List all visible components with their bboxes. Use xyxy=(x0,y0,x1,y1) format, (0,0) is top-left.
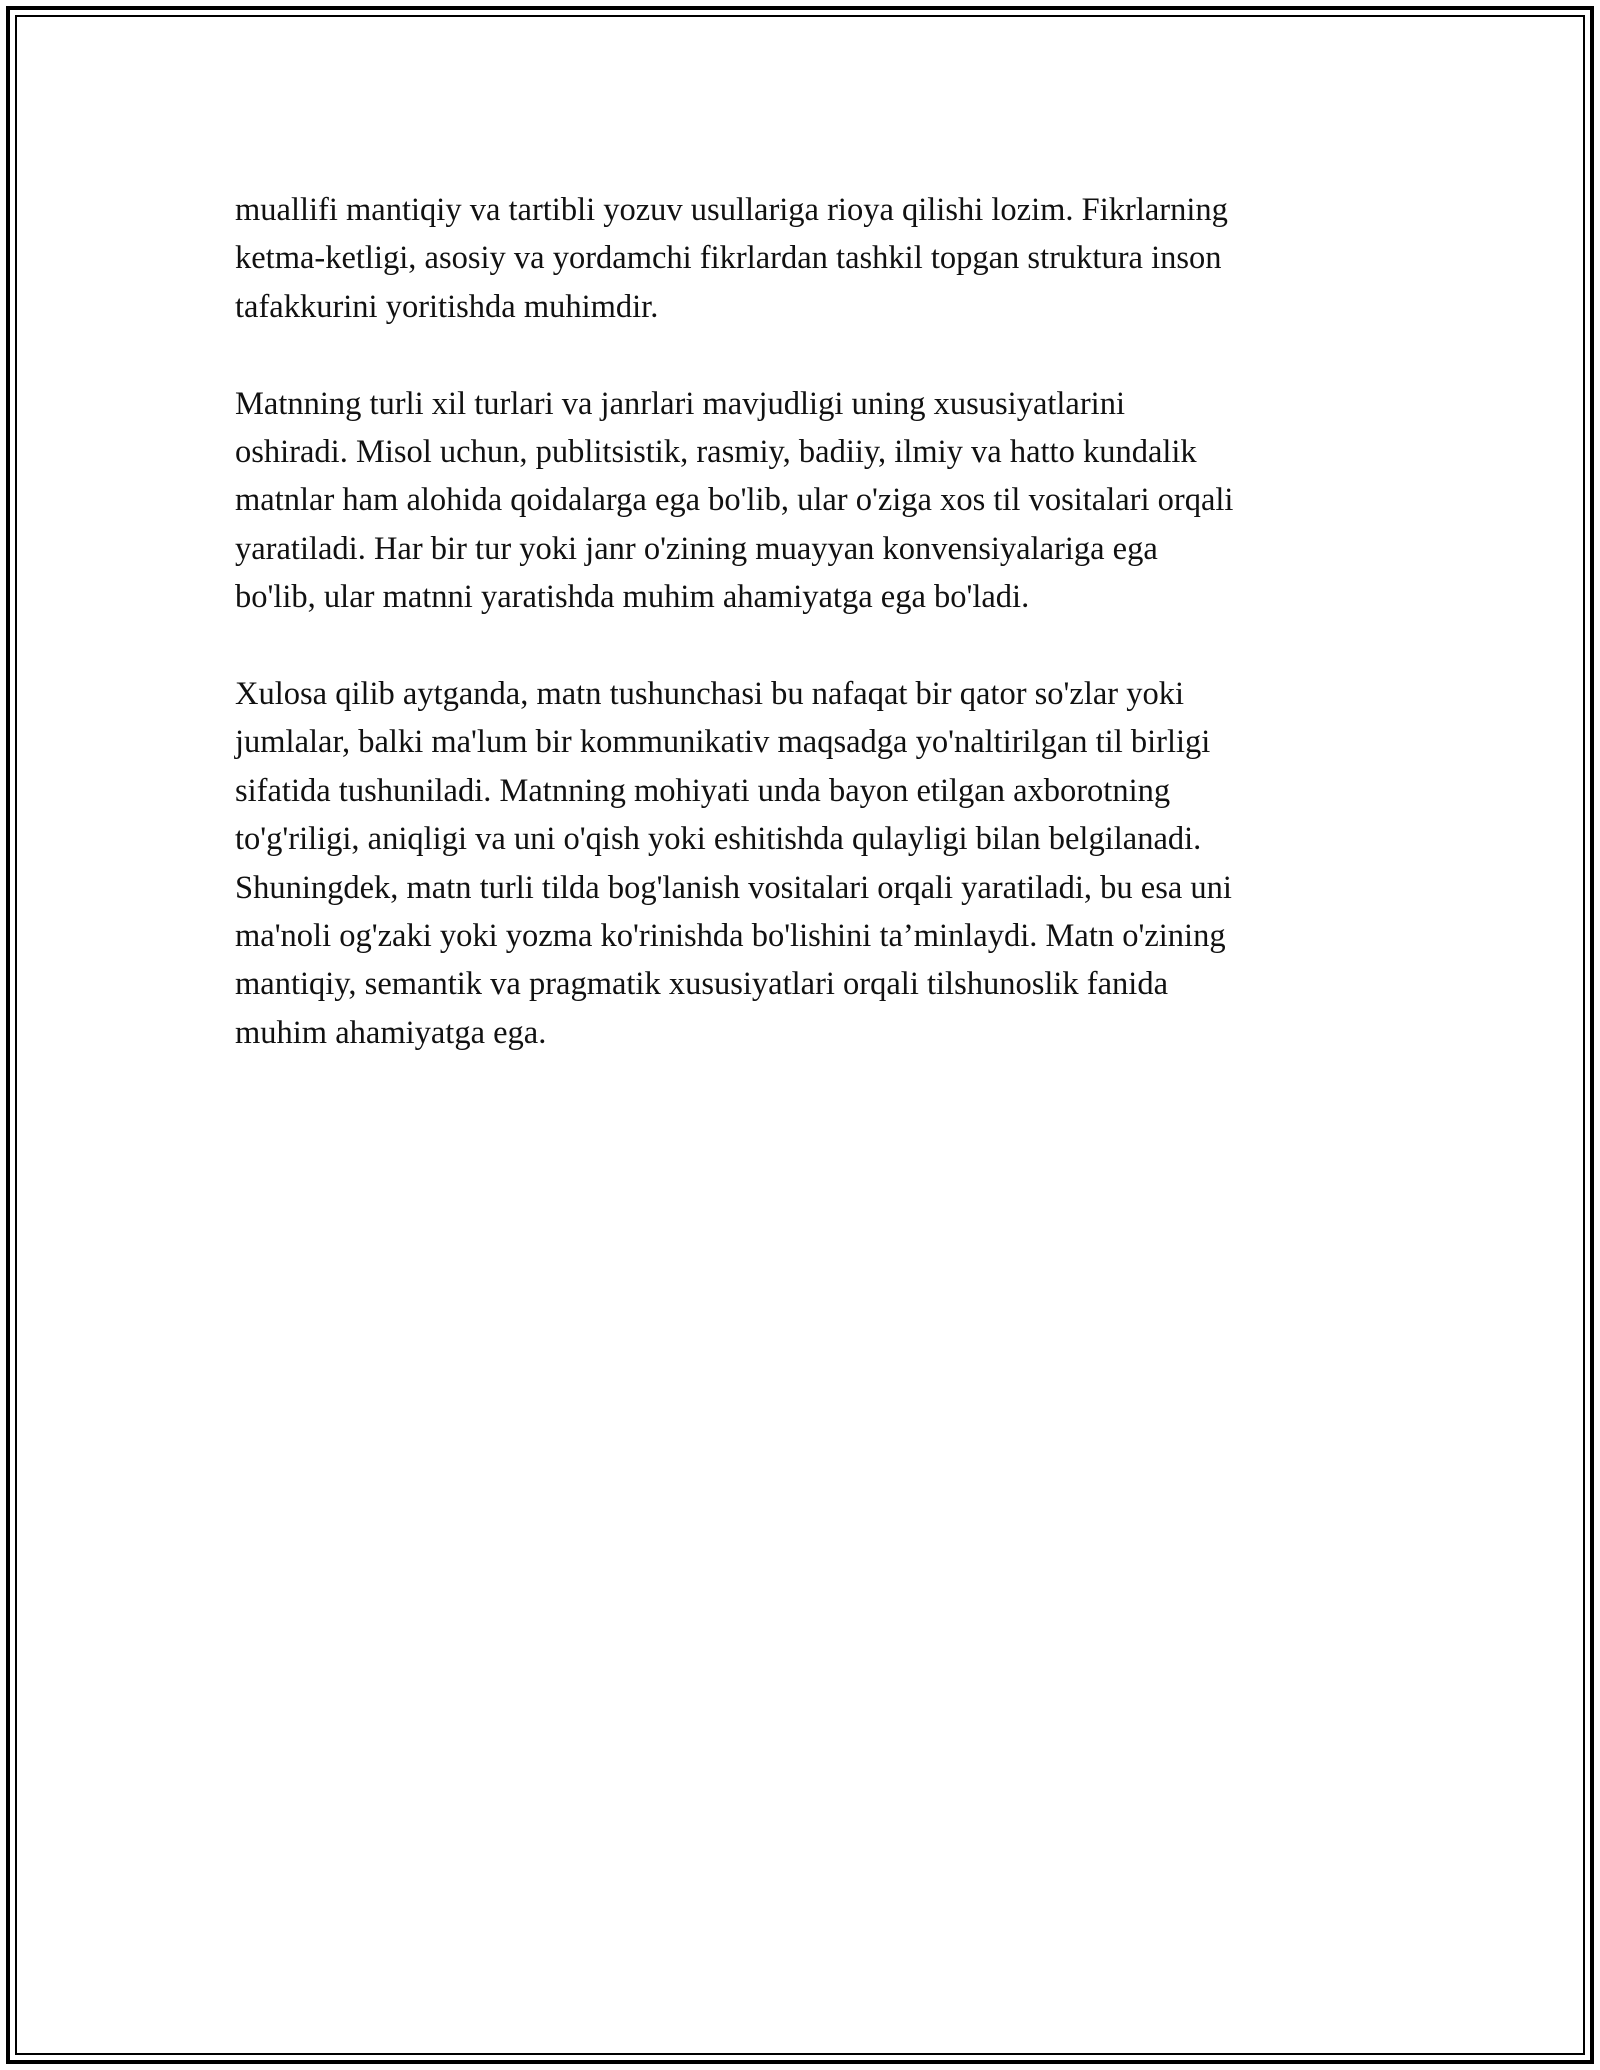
paragraph-2 xyxy=(235,380,1375,622)
paragraph-line: sifatida tushuniladi. Matnning mohiyati unda bayon etilgan axborotning xyxy=(235,772,1171,809)
paragraph-line: oshiradi. Misol uchun, publitsistik, rasmiy, badiiy, ilmiy va hatto kundalik xyxy=(235,434,1197,471)
paragraph-line: Shuningdek, matn turli tilda bog'lanish vositalari orqali yaratiladi, bu esa uni xyxy=(235,869,1232,906)
paragraph-line: to'g'riligi, aniqligi va uni o'qish yoki eshitishda qulayligi bilan belgilanadi. xyxy=(235,821,1202,858)
paragraph-line: bo'lib, ular matnni yaratishda muhim ahamiyatga ega bo'ladi. xyxy=(235,579,1030,616)
paragraph-line: Xulosa qilib aytganda, matn tushunchasi bu nafaqat bir qator so'zlar yoki xyxy=(235,676,1185,713)
paragraph-line: ma'noli og'zaki yoki yozma ko'rinishda bo'lishini ta’minlaydi. Matn o'zining xyxy=(235,918,1226,955)
paragraph-line: jumlalar, balki ma'lum bir kommunikativ maqsadga yo'naltirilgan til birligi xyxy=(235,724,1211,761)
document-body xyxy=(235,186,1375,1106)
paragraph-line: matnlar ham alohida qoidalarga ega bo'lib, ular o'ziga xos til vositalari orqali xyxy=(235,482,1234,519)
paragraph-line: yaratiladi. Har bir tur yoki janr o'zining muayyan konvensiyalariga ega xyxy=(235,530,1158,567)
paragraph-1 xyxy=(235,186,1375,331)
paragraph-line: ketma-ketligi, asosiy va yordamchi fikrlardan tashkil topgan struktura inson xyxy=(235,240,1222,277)
paragraph-line: muallifi mantiqiy va tartibli yozuv usullariga rioya qilishi lozim. Fikrlarning xyxy=(235,192,1228,228)
paragraph-line: muhim ahamiyatga ega. xyxy=(235,1014,547,1051)
paragraph-line: mantiqiy, semantik va pragmatik xususiyatlari orqali tilshunoslik fanida xyxy=(235,966,1168,1003)
paragraph-3 xyxy=(235,670,1375,1057)
paragraph-line: Matnning turli xil turlari va janrlari mavjudligi uning xususiyatlarini xyxy=(235,385,1125,422)
paragraph-line: tafakkurini yoritishda muhimdir. xyxy=(235,288,659,325)
